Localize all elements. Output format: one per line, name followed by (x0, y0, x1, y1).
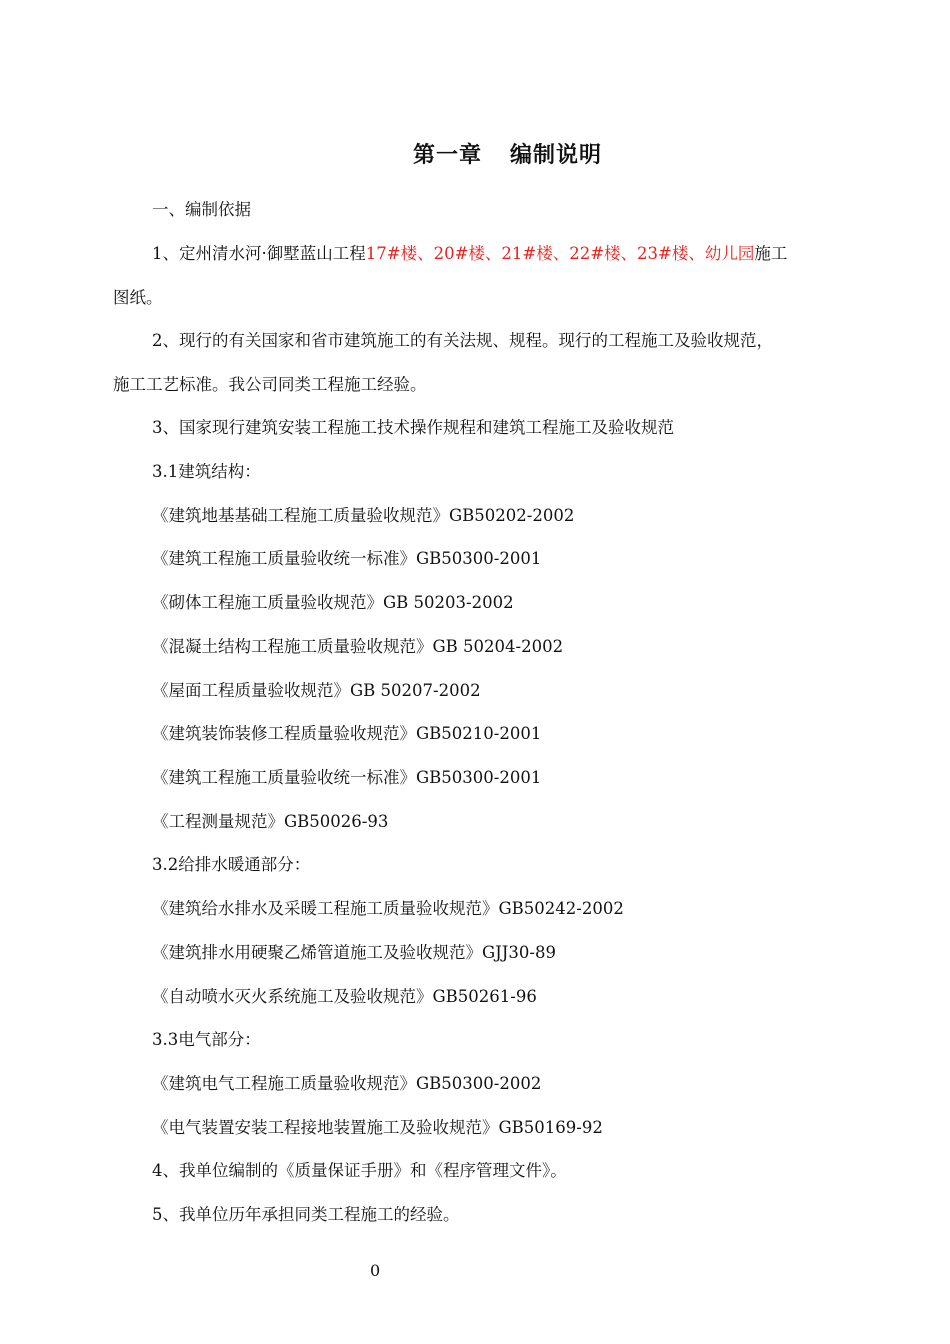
standard-item: 《屋面工程质量验收规范》GB 50207-2002 (152, 681, 481, 700)
standard-item: 《电气装置安装工程接地装置施工及验收规范》GB50169-92 (152, 1118, 603, 1137)
item-1-continuation: 图纸。 (113, 288, 163, 307)
standard-item: 《建筑电气工程施工质量验收规范》GB50300-2002 (152, 1074, 542, 1093)
standard-item: 《建筑工程施工质量验收统一标准》GB50300-2001 (152, 768, 542, 787)
item-2-line-2: 施工工艺标准。我公司同类工程施工经验。 (113, 375, 427, 394)
standard-item: 《建筑排水用硬聚乙烯管道施工及验收规范》GJJ30-89 (152, 943, 556, 962)
standard-item: 《混凝土结构工程施工质量验收规范》GB 50204-2002 (152, 637, 564, 656)
page-number: 0 (370, 1261, 381, 1280)
sub-heading-3-2: 3.2给排水暖通部分： (152, 855, 311, 874)
standard-item: 《建筑地基基础工程施工质量验收规范》GB50202-2002 (152, 506, 575, 525)
chapter-title (0, 138, 950, 169)
sub-heading-3-1: 3.1建筑结构： (152, 462, 261, 481)
standard-item: 《建筑工程施工质量验收统一标准》GB50300-2001 (152, 549, 542, 568)
item-2-line-1: 2、现行的有关国家和省市建筑施工的有关法规、规程。现行的工程施工及验收规范， (152, 331, 773, 350)
standard-item: 《砌体工程施工质量验收规范》GB 50203-2002 (152, 593, 514, 612)
item-1-suffix: 施工 (754, 244, 788, 263)
standard-item: 《自动喷水灭火系统施工及验收规范》GB50261-96 (152, 987, 537, 1006)
chapter-name: 编制说明 (510, 143, 603, 168)
item-1-buildings: 17#楼、20#楼、21#楼、22#楼、23#楼、幼儿园 (365, 244, 755, 263)
chapter-number: 第一章 (413, 143, 483, 168)
standard-item: 《建筑装饰装修工程质量验收规范》GB50210-2001 (152, 724, 542, 743)
section-heading: 一、编制依据 (152, 200, 251, 219)
item-5: 5、我单位历年承担同类工程施工的经验。 (152, 1205, 460, 1224)
standard-item: 《建筑给水排水及采暖工程施工质量验收规范》GB50242-2002 (152, 899, 624, 918)
standard-item: 《工程测量规范》GB50026-93 (152, 812, 389, 831)
item-1 (152, 240, 787, 264)
item-1-prefix: 1、定州清水河·御墅蓝山工程 (152, 244, 366, 263)
sub-heading-3-3: 3.3电气部分： (152, 1030, 261, 1049)
item-3: 3、国家现行建筑安装工程施工技术操作规程和建筑工程施工及验收规范 (152, 418, 674, 437)
item-4: 4、我单位编制的《质量保证手册》和《程序管理文件》。 (152, 1161, 567, 1180)
